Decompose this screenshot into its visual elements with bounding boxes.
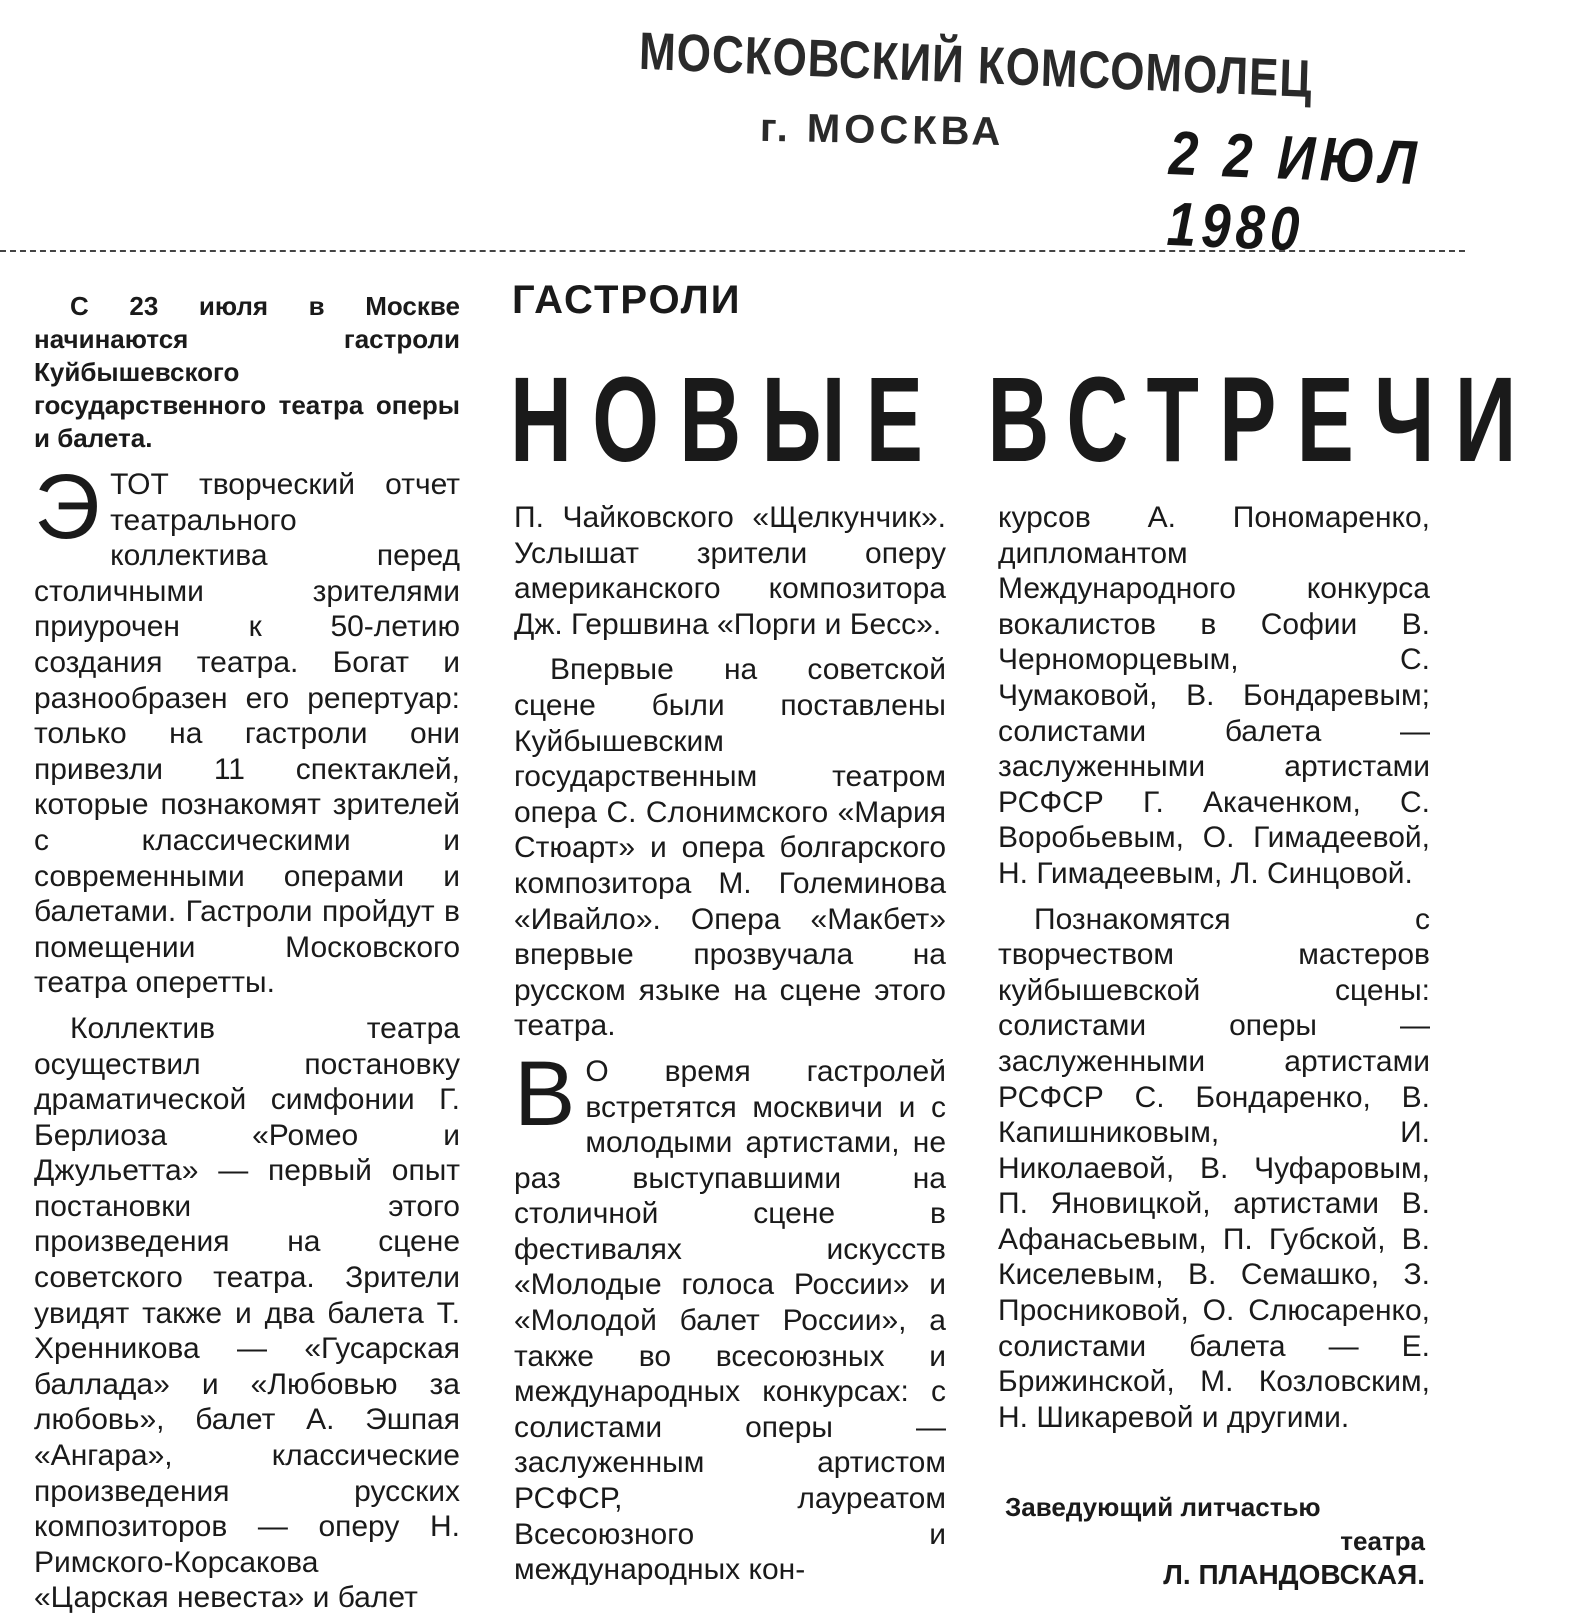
headline: НОВЫЕ ВСТРЕЧИ [510, 352, 1537, 488]
column-3 [998, 500, 1430, 1435]
paragraph-4 [514, 1042, 946, 1588]
paragraph-4-text: О время гастролей встретятся москвичи и с молодыми артистами, не раз выступавшими на столичной сцене в фестивалях искусств «Молодые голоса России» и «Молодой балет России», а также во всесоюзных и международных конкурсах: с солистами оперы — заслуженным артистом РСФСР, лауреатом Всесоюзного и международных кон- [514, 1054, 946, 1587]
divider-rule [0, 250, 1465, 252]
column-2 [514, 500, 946, 1588]
date-stamp: 2 2 ИЮЛ 1980 [1165, 118, 1423, 265]
paragraph-4-continued: курсов А. Пономаренко, дипломантом Международного конкурса вокалистов в Софии В. Черноморцевым, С. Чумаковой, В. Бондаревым; солистами балета — заслуженными артистами РСФСР Г. Акаченком, С. Воробьевым, О. Гимадеевой, Н. Гимадеевым, Л. Синцовой. [998, 501, 1430, 890]
drop-cap: Э [34, 456, 101, 558]
paragraph-2-continued: П. Чайковского «Щелкунчик». Услышат зрители оперу американского композитора Дж. Гершвина «Порги и Бесс». [514, 501, 946, 641]
paragraph-5: Познакомятся с творчеством мастеров куйбышевской сцены: солистами оперы — заслуженными артистами РСФСР С. Бондаренко, В. Капишниковым, И. Николаевой, В. Чуфаровым, П. Яновицкой, артистами В. Афанасьевым, П. Губской, В. Киселевым, В. Семашко, З. Просниковой, О. Слюсаренко, солистами балета — Е. Брижинской, М. Козловским, Н. Шикаревой и другими. [998, 902, 1430, 1434]
paragraph-1 [34, 456, 460, 1001]
lede: С 23 июля в Москве начинаются гастроли Куйбышевского государственного театра оперы и балета. [34, 291, 460, 453]
rubric: ГАСТРОЛИ [512, 278, 742, 322]
drop-cap: В [514, 1042, 576, 1145]
signature-title: Заведующий литчастью [1005, 1492, 1321, 1522]
signature [1005, 1490, 1425, 1592]
paragraph-3: Впервые на советской сцене были поставлены Куйбышевским государственным театром опера С. Слонимского «Мария Стюарт» и опера болгарского композитора М. Големинова «Ивайло». Опера «Макбет» впервые прозвучала на русском языке на сцене этого театра. [514, 653, 946, 1043]
signature-name: Л. ПЛАНДОВСКАЯ. [1163, 1559, 1425, 1590]
paragraph-1-text: ТОТ творческий отчет театрального коллектива перед столичными зрителями приурочен к 50-летию создания театра. Богат и разнообразен его репертуар: только на гастроли они привезли 11 спектаклей, которые познакомят зрителей с классическими и современными операми и балетами. Гастроли пройдут в помещении Московского театра оперетты. [34, 468, 460, 1000]
newspaper-stamp: МОСКОВСКИЙ КОМСОМОЛЕЦ [638, 22, 1314, 109]
city-stamp: г. МОСКВА [759, 105, 1005, 155]
column-1 [34, 290, 460, 1616]
paragraph-2: Коллектив театра осуществил постановку драматической симфонии Г. Берлиоза «Ромео и Джульетта» — первый опыт постановки этого произведения на сцене советского театра. Зрители увидят также и два балета Т. Хренникова — «Гусарская баллада» и «Любовью за любовь», балет А. Эшпая «Ангара», классические произведения русских композиторов — оперу Н. Римского-Корсакова «Царская невеста» и балет [34, 1011, 460, 1615]
signature-title-2: театра [1340, 1526, 1425, 1556]
